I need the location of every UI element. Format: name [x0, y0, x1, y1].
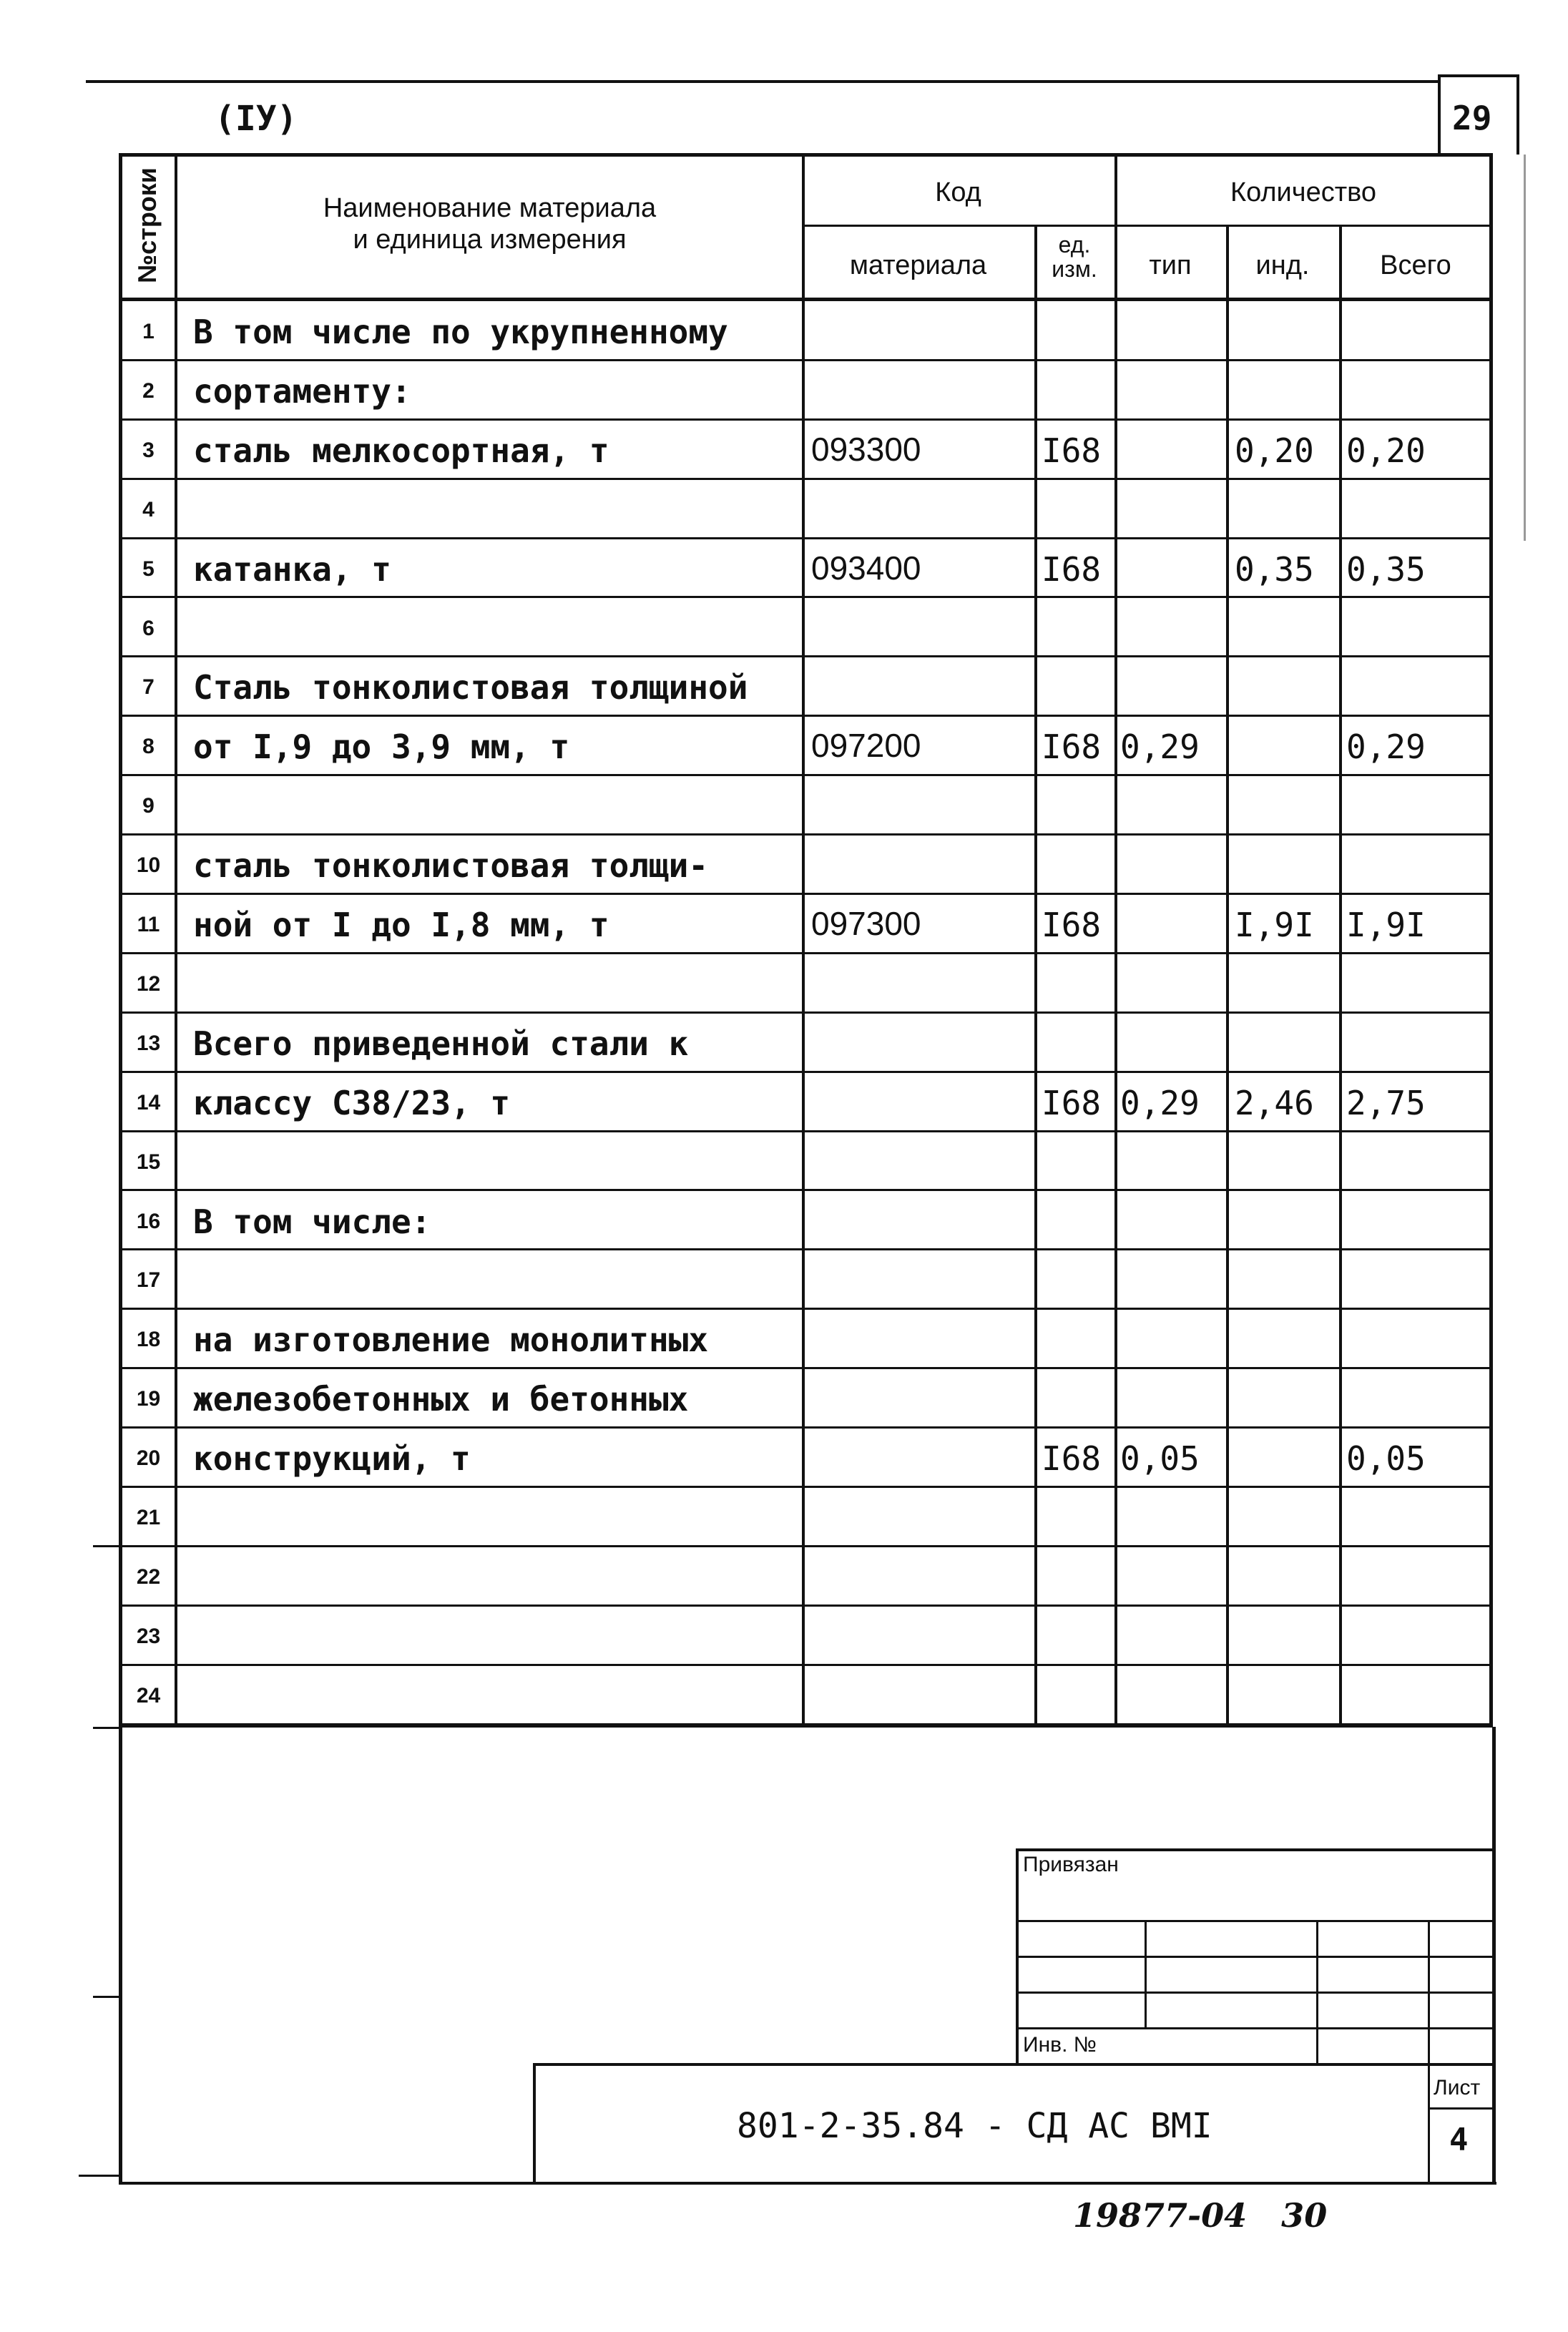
material-name: Сталь тонколистовая толщиной [193, 668, 748, 707]
row-number: 5 [142, 557, 155, 581]
material-name: сортаменту: [193, 371, 411, 411]
inventory-label: Инв. № [1023, 2033, 1097, 2057]
table-row [119, 1665, 1492, 1725]
table-row [119, 539, 1492, 598]
material-name: ной от I до I,8 мм, т [193, 906, 609, 944]
sheet-number: 4 [1449, 2122, 1469, 2158]
table-row [119, 1132, 1492, 1191]
material-name: от I,9 до 3,9 мм, т [193, 727, 570, 767]
ind-header: инд. [1255, 250, 1310, 280]
table-row [119, 1368, 1492, 1428]
table-row [119, 1547, 1492, 1606]
row-number: 23 [136, 1624, 161, 1648]
total-quantity: 0,29 [1346, 727, 1426, 767]
row-number: 15 [136, 1150, 161, 1174]
row-number: 12 [136, 971, 161, 996]
sheet-label: Лист [1434, 2076, 1481, 2100]
type-header: тип [1149, 250, 1192, 280]
row-number: 2 [142, 378, 155, 403]
material-code: 097200 [811, 727, 921, 765]
material-code: 097300 [811, 905, 921, 942]
material-name: В том числе по укрупненному [193, 313, 728, 351]
table-row [119, 1250, 1492, 1309]
table-row [119, 1428, 1492, 1487]
table-row [119, 894, 1492, 954]
table-row [119, 716, 1492, 775]
row-number: 18 [136, 1328, 161, 1352]
material-code: 093300 [811, 430, 921, 468]
table-row [119, 1606, 1492, 1665]
row-number: 10 [136, 853, 161, 878]
row-number: 21 [136, 1506, 161, 1529]
unit-code: I68 [1042, 431, 1102, 470]
table-row [119, 301, 1492, 361]
section-label: (IУ) [215, 99, 298, 139]
table-row [119, 1072, 1492, 1132]
handwritten-archive-number: 19877-04 30 [1073, 2196, 1328, 2235]
table-row [119, 1487, 1492, 1547]
materials-table [119, 153, 1492, 1727]
quantity-header: Количество [1230, 177, 1377, 207]
table-row [119, 775, 1492, 835]
bound-label: Привязан [1023, 1853, 1119, 1876]
material-name: В том числе: [193, 1202, 431, 1241]
row-number: 13 [136, 1031, 161, 1055]
unit-code: I68 [1042, 727, 1102, 767]
row-number: 17 [136, 1268, 161, 1293]
page-number: 29 [1452, 99, 1492, 137]
material-name: катанка, т [193, 549, 391, 589]
total-quantity: 0,20 [1346, 431, 1426, 470]
material-name: Всего приведенной стали к [193, 1024, 689, 1063]
row-number: 7 [142, 675, 155, 700]
row-number: 6 [142, 616, 155, 640]
material-name: железобетонных и бетонных [193, 1380, 689, 1419]
row-number: 8 [142, 735, 155, 759]
unit-code: I68 [1042, 1439, 1102, 1479]
row-number: 20 [136, 1446, 161, 1471]
total-quantity: 2,75 [1346, 1083, 1426, 1122]
unit-code: I68 [1042, 1083, 1102, 1122]
ind-quantity: 2,46 [1235, 1083, 1314, 1122]
row-number-header: №строки [132, 167, 162, 283]
type-quantity: 0,29 [1120, 727, 1200, 767]
ind-quantity: 0,35 [1235, 549, 1314, 589]
table-row [119, 657, 1492, 716]
row-number: 24 [136, 1683, 161, 1708]
total-header: Всего [1380, 250, 1451, 280]
table-row [119, 420, 1492, 479]
table-row [119, 1191, 1492, 1250]
type-quantity: 0,29 [1120, 1083, 1200, 1122]
row-number: 19 [136, 1387, 161, 1411]
code-header: Код [935, 177, 981, 207]
row-number: 1 [142, 320, 155, 343]
table-row [119, 598, 1492, 657]
material-name: классу С38/23, т [193, 1083, 511, 1122]
ind-quantity: I,9I [1235, 906, 1314, 944]
table-row [119, 1309, 1492, 1368]
row-number: 3 [142, 438, 155, 462]
table-row [119, 479, 1492, 539]
table-row [119, 361, 1492, 420]
type-quantity: 0,05 [1120, 1439, 1200, 1479]
table-row [119, 835, 1492, 894]
row-number: 14 [136, 1090, 161, 1114]
row-number: 22 [136, 1564, 161, 1589]
material-code: 093400 [811, 549, 921, 587]
material-name: конструкций, т [193, 1439, 471, 1479]
material-name: сталь мелкосортная, т [193, 431, 609, 470]
total-quantity: 0,05 [1346, 1439, 1426, 1479]
unit-code: I68 [1042, 906, 1102, 944]
name-header: Наименование материала и единица измерения [323, 193, 657, 255]
table-row [119, 954, 1492, 1013]
row-number: 4 [142, 497, 155, 521]
material-name: на изготовление монолитных [193, 1321, 709, 1360]
table-row [119, 1013, 1492, 1072]
row-number: 16 [136, 1209, 161, 1233]
total-quantity: 0,35 [1346, 549, 1426, 589]
material-code-header: материала [849, 250, 987, 280]
unit-header: ед. изм. [1052, 232, 1097, 282]
document-code: 801-2-35.84 - СД АС ВМI [737, 2106, 1212, 2146]
row-number: 9 [142, 794, 155, 818]
row-number: 11 [137, 913, 160, 936]
material-name: сталь тонколистовая толщи- [193, 846, 709, 886]
total-quantity: I,9I [1346, 906, 1426, 944]
ind-quantity: 0,20 [1235, 431, 1314, 470]
unit-code: I68 [1042, 549, 1102, 589]
